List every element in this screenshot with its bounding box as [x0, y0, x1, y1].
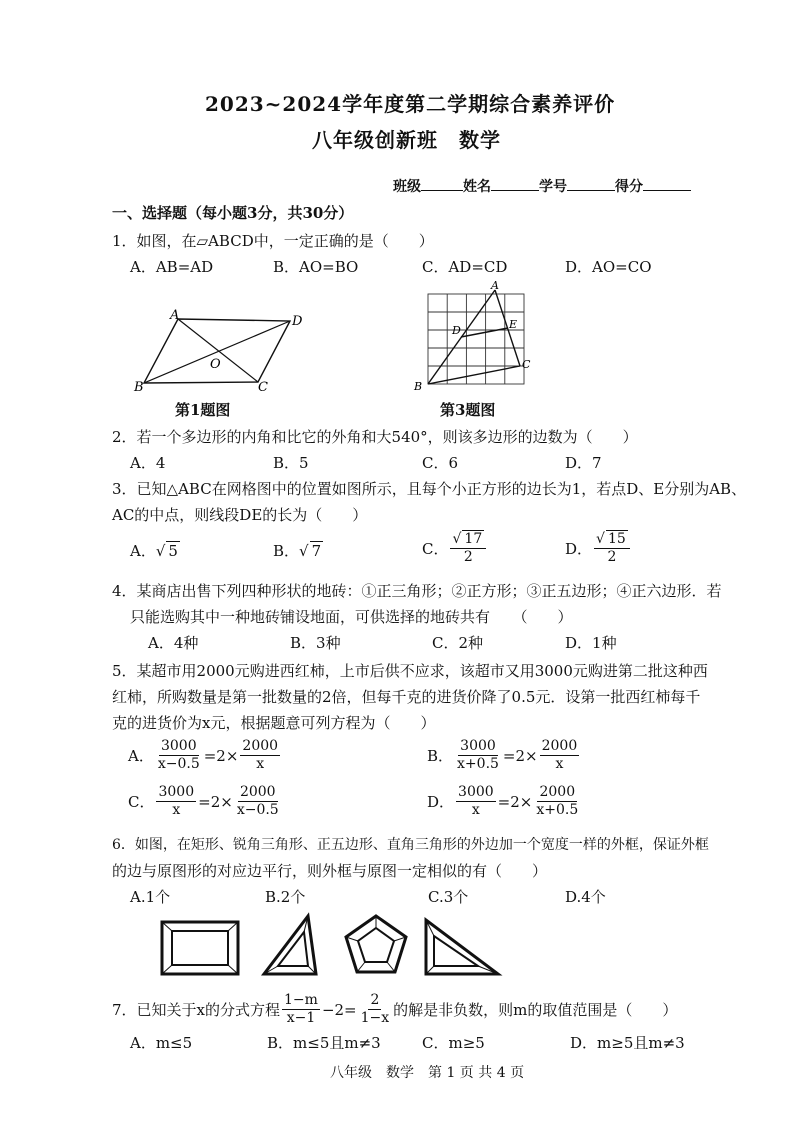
- id-label: 学号: [539, 179, 567, 195]
- q2-option-b[interactable]: B．5: [273, 454, 309, 472]
- name-label: 姓名: [463, 179, 491, 195]
- q4-stem-line2: 只能选购其中一种地砖铺设地面，可供选择的地砖共有 （ ）: [130, 608, 573, 626]
- page-subtitle: 八年级创新班 数学: [312, 128, 501, 152]
- q3-point-c: C: [522, 358, 531, 371]
- q7-option-b[interactable]: B．m≤5且m≠3: [267, 1034, 381, 1052]
- q6-option-d[interactable]: D.4个: [565, 888, 606, 906]
- q3-point-e: E: [509, 318, 518, 331]
- q6-stem-line2: 的边与原图形的对应边平行，则外框与原图一定相似的有（ ）: [112, 862, 548, 880]
- q3-stem-line2: AC的中点，则线段DE的长为（ ）: [112, 506, 368, 524]
- q1-stem: 1．如图，在▱ABCD中，一定正确的是（ ）: [112, 232, 434, 250]
- q3-option-d[interactable]: D． $\frac{√ 15}{2}$: [565, 530, 632, 566]
- q5-option-a[interactable]: A． $\frac{3000}{x-0.5}$ =2× $\frac{2000}{x}$: [128, 738, 279, 772]
- q4-option-b[interactable]: B．3种: [290, 634, 341, 652]
- q6-option-c[interactable]: C.3个: [428, 888, 469, 906]
- q6-stem-line1: 6．如图，在矩形、锐角三角形、正五边形、直角三角形的外边加一个宽度一样的外框，保证外框: [112, 837, 709, 853]
- q4-option-d[interactable]: D．1种: [565, 634, 617, 652]
- q3-point-d: D: [452, 324, 461, 337]
- framed-rectangle: [162, 922, 238, 974]
- q4-stem-line1: 4．某商店出售下列四种形状的地砖：①正三角形；②正方形；③正五边形；④正六边形．若: [112, 582, 722, 600]
- q3-point-a: A: [491, 279, 499, 292]
- q5-stem-line1: 5．某超市用2000元购进西红柿，上市后供不应求，该超市又用3000元购进第二批这种西: [112, 662, 708, 680]
- score-blank[interactable]: [643, 176, 691, 191]
- q7-option-a[interactable]: A．m≤5: [130, 1034, 193, 1052]
- q7-option-d[interactable]: D．m≥5且m≠3: [570, 1034, 685, 1052]
- q1-parallelogram-figure: [130, 305, 310, 395]
- page-title: 2023~2024学年度第二学期综合素养评价: [205, 92, 616, 116]
- q5-option-d[interactable]: D． $\frac{3000}{x}$ =2× $\frac{2000}{x+0.5}$: [427, 784, 579, 818]
- q5-stem-line3: 克的进货价为x元，根据题意可列方程为（ ）: [112, 714, 436, 732]
- q1-point-b: B: [134, 380, 144, 395]
- q1-option-b[interactable]: B．AO=BO: [273, 258, 359, 276]
- q4-option-a[interactable]: A．4种: [148, 634, 199, 652]
- q4-option-c[interactable]: C．2种: [432, 634, 484, 652]
- q1-point-d: D: [292, 314, 303, 329]
- q3-option-a[interactable]: A．√ 5: [130, 542, 178, 560]
- q6-option-b[interactable]: B.2个: [265, 888, 306, 906]
- q1-point-a: A: [170, 308, 180, 323]
- q1-point-o: O: [210, 357, 221, 372]
- framed-right-triangle: [426, 920, 498, 974]
- q1-option-c[interactable]: C．AD=CD: [422, 258, 508, 276]
- section-heading: 一、选择题（每小题3分，共30分）: [112, 204, 354, 222]
- q6-shapes-figure: [158, 912, 678, 980]
- q3-option-b[interactable]: B．√ 7: [273, 542, 322, 560]
- q6-option-a[interactable]: A.1个: [130, 888, 171, 906]
- q1-option-a[interactable]: A．AB=AD: [130, 258, 214, 276]
- q3-stem-line1: 3．已知△ABC在网格图中的位置如图所示，且每个小正方形的边长为1，若点D、E分别为AB、: [112, 480, 747, 498]
- name-blank[interactable]: [491, 176, 539, 191]
- q5-option-b[interactable]: B． $\frac{3000}{x+0.5}$ =2× $\frac{2000}{x}$: [427, 738, 578, 772]
- q3-point-b: B: [414, 380, 423, 393]
- framed-acute-triangle: [264, 916, 316, 974]
- q5-option-c[interactable]: C． $\frac{3000}{x}$ =2× $\frac{2000}{x-0.5}$: [128, 784, 279, 818]
- q3-grid-figure: [408, 278, 538, 396]
- class-blank[interactable]: [421, 176, 463, 191]
- q2-stem: 2．若一个多边形的内角和比它的外角和大540°，则该多边形的边数为（ ）: [112, 428, 638, 446]
- class-label: 班级: [393, 179, 421, 195]
- score-label: 得分: [615, 179, 643, 195]
- q1-option-d[interactable]: D．AO=CO: [565, 258, 652, 276]
- q1-figure-caption: 第1题图: [175, 401, 231, 419]
- framed-pentagon: [346, 916, 406, 972]
- info-fields: [393, 176, 691, 196]
- q2-option-d[interactable]: D．7: [565, 454, 602, 472]
- q3-figure-caption: 第3题图: [440, 401, 496, 419]
- q7-option-c[interactable]: C．m≥5: [422, 1034, 485, 1052]
- page-footer: 八年级 数学 第 1 页 共 4 页: [330, 1065, 525, 1081]
- q1-point-c: C: [258, 380, 268, 395]
- q5-stem-line2: 红柿，所购数量是第一批数量的2倍，但每千克的进货价降了0.5元．设第一批西红柿每千: [112, 688, 701, 706]
- q2-option-c[interactable]: C．6: [422, 454, 459, 472]
- q3-option-c[interactable]: C． $\frac{√ 17}{2}$: [422, 530, 488, 566]
- q7-stem: 7．已知关于x的分式方程 $\frac{1-m}{x-1}$ −2= $\frac{2}{1-x}$ 的解是非负数，则m的取值范围是（ ）: [112, 992, 678, 1026]
- q2-option-a[interactable]: A．4: [130, 454, 166, 472]
- id-blank[interactable]: [567, 176, 615, 191]
